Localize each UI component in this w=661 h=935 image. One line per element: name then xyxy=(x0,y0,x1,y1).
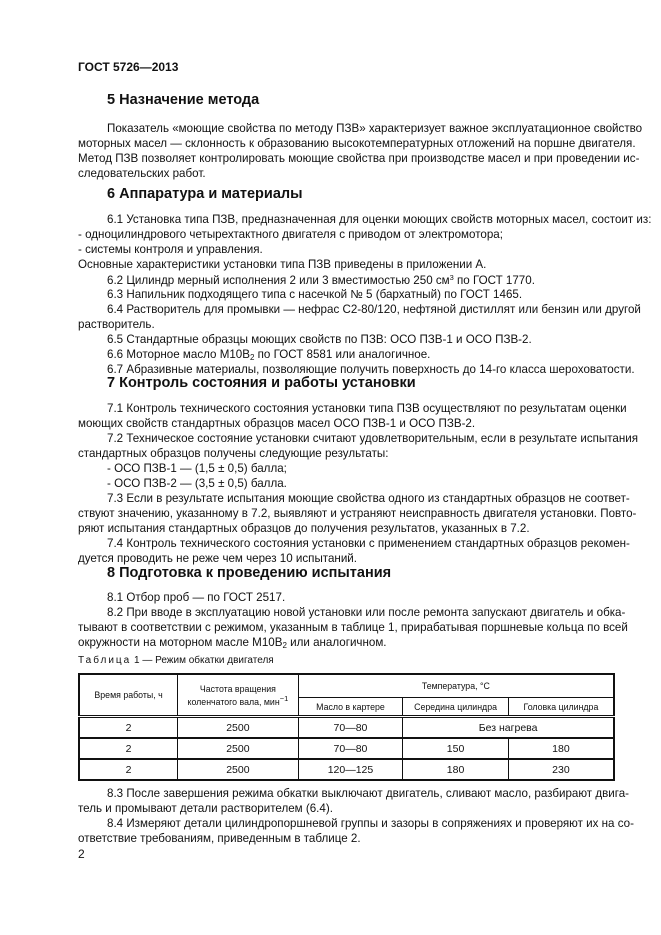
cell-oil: 120—125 xyxy=(298,759,403,780)
paragraph-line xyxy=(107,273,535,287)
caption-text: 1 — Режим обкатки двигателя xyxy=(131,655,274,666)
paragraph-line: тель и промывают детали растворителем (6.4). xyxy=(78,802,333,815)
superscript: 3 xyxy=(449,273,454,282)
paragraph-line: стандартных образцов получены следующие результаты: xyxy=(78,447,389,460)
paragraph-line: Метод ПЗВ позволяет контролировать моющие свойства при производстве масел и при проведении ис- xyxy=(78,152,640,165)
paragraph-line: 7.4 Контроль технического состояния установки с применением стандартных образцов рекомен- xyxy=(107,537,630,550)
line-text: или аналогичном. xyxy=(286,636,387,649)
header-frequency xyxy=(178,674,299,717)
line-text: 6.6 Моторное масло М10В xyxy=(107,348,250,361)
section-5-title: 5 Назначение метода xyxy=(107,92,260,108)
line-text: 6.2 Цилиндр мерный исполнения 2 или 3 вместимостью 250 см xyxy=(107,274,450,287)
paragraph-line: 6.7 Абразивные материалы, позволяющие получить поверхность до 14-го класса шероховатости. xyxy=(107,363,635,376)
paragraph-line: - ОСО ПЗВ-1 — (1,5 ± 0,5) балла; xyxy=(107,462,287,475)
section-8-title: 8 Подготовка к проведению испытания xyxy=(107,565,392,581)
table-caption xyxy=(78,655,274,666)
table-running-in-mode xyxy=(78,673,615,781)
cell-cylinder-head: 180 xyxy=(508,738,614,759)
paragraph-line: - одноцилиндрового четырехтактного двигателя с приводом от электромотора; xyxy=(78,228,503,241)
line-text: по ГОСТ 1770. xyxy=(453,274,535,287)
superscript: −1 xyxy=(279,693,289,703)
paragraph-line: ряют испытания стандартных образцов до получения результатов, указанных в 7.2. xyxy=(78,522,530,535)
page-number: 2 xyxy=(78,847,85,861)
paragraph-line: Показатель «моющие свойства по методу ПЗВ» характеризует важное эксплуатационное свойство xyxy=(107,122,643,135)
cell-frequency: 2500 xyxy=(178,759,299,780)
cell-cylinder-head: 230 xyxy=(508,759,614,780)
paragraph-line: растворитель. xyxy=(78,318,155,331)
paragraph-line: 7.3 Если в результате испытания моющие свойства одного из стандартных образцов не соответ- xyxy=(107,492,630,505)
paragraph-line xyxy=(78,636,387,650)
paragraph-line: 8.2 При вводе в эксплуатацию новой установки или после ремонта запускают двигатель и обка- xyxy=(107,606,626,619)
caption-label: Таблица xyxy=(78,655,132,666)
line-text: окружности на моторном масле М10В xyxy=(78,636,283,649)
cell-frequency: 2500 xyxy=(178,738,299,759)
paragraph-line: ствуют значению, указанному в 7.2, выявляют и устраняют неисправность двигателя установки. Повто- xyxy=(78,507,637,520)
paragraph-line: следовательских работ. xyxy=(78,167,206,180)
header-temperature: Температура, °С xyxy=(298,674,614,698)
paragraph-line: 7.2 Техническое состояние установки считают удовлетворительным, если в результате испытания xyxy=(107,432,639,445)
cell-time: 2 xyxy=(79,759,178,780)
cell-time: 2 xyxy=(79,738,178,759)
header-time: Время работы, ч xyxy=(79,674,178,717)
paragraph-line: - ОСО ПЗВ-2 — (3,5 ± 0,5) балла. xyxy=(107,477,287,490)
paragraph-line: 6.1 Установка типа ПЗВ, предназначенная для оценки моющих свойств моторных масел, состоит из: xyxy=(107,213,652,226)
header-mid-cylinder: Середина цилиндра xyxy=(403,698,509,717)
paragraph-line: 8.4 Измеряют детали цилиндропоршневой группы и зазоры в сопряжениях и проверяют их на со- xyxy=(107,817,634,830)
paragraph-line: тывают в соответствии с режимом, указанным в таблице 1, прирабатывая поршневые кольца по всей xyxy=(78,621,628,634)
cell-mid-cylinder: 180 xyxy=(403,759,509,780)
cell-no-heating: Без нагрева xyxy=(403,717,614,739)
paragraph-line: - системы контроля и управления. xyxy=(78,243,263,256)
table-row xyxy=(79,738,614,759)
line-text: по ГОСТ 8581 или аналогичное. xyxy=(254,348,431,361)
paragraph-line: ответствие требованиям, приведенным в таблице 2. xyxy=(78,832,361,845)
subscript: 2 xyxy=(282,641,287,650)
cell-oil: 70—80 xyxy=(298,738,403,759)
subscript: 2 xyxy=(249,353,255,362)
paragraph-line: 6.4 Растворитель для промывки — нефрас С2-80/120, нефтяной дистиллят или бензин или другой xyxy=(107,303,641,316)
cell-frequency: 2500 xyxy=(178,717,299,739)
section-6-title: 6 Аппаратура и материалы xyxy=(107,186,303,202)
header-text: Частота вращения коленчатого вала, мин xyxy=(187,683,280,707)
cell-mid-cylinder: 150 xyxy=(403,738,509,759)
header-cylinder-head: Головка цилиндра xyxy=(508,698,614,717)
paragraph-line: Основные характеристики установки типа ПЗВ приведены в приложении А. xyxy=(78,258,487,271)
table-row xyxy=(79,717,614,739)
paragraph-line: моторных масел — склонность к образованию высокотемпературных отложений на поршне двигателя. xyxy=(78,137,636,150)
paragraph-line: 8.3 После завершения режима обкатки выключают двигатель, сливают масло, разбирают двига- xyxy=(107,787,630,800)
paragraph-line: 8.1 Отбор проб — по ГОСТ 2517. xyxy=(107,591,286,604)
header-oil: Масло в картере xyxy=(298,698,403,717)
paragraph-line: 6.3 Напильник подходящего типа с насечкой № 5 (бархатный) по ГОСТ 1465. xyxy=(107,288,523,301)
table-row xyxy=(79,759,614,780)
paragraph-line xyxy=(107,348,430,362)
paragraph-line: 6.5 Стандартные образцы моющих свойств по ПЗВ: ОСО ПЗВ-1 и ОСО ПЗВ-2. xyxy=(107,333,532,346)
cell-oil: 70—80 xyxy=(298,717,403,739)
section-7-title: 7 Контроль состояния и работы установки xyxy=(107,375,416,391)
paragraph-line: 7.1 Контроль технического состояния установки типа ПЗВ осуществляют по результатам оценки xyxy=(107,402,627,415)
paragraph-line: дуется проводить не реже чем через 10 испытаний. xyxy=(78,552,357,565)
document-header-id: ГОСТ 5726—2013 xyxy=(78,60,179,74)
cell-time: 2 xyxy=(79,717,178,739)
paragraph-line: моющих свойств стандартных образцов масел ОСО ПЗВ-1 и ОСО ПЗВ-2. xyxy=(78,417,476,430)
